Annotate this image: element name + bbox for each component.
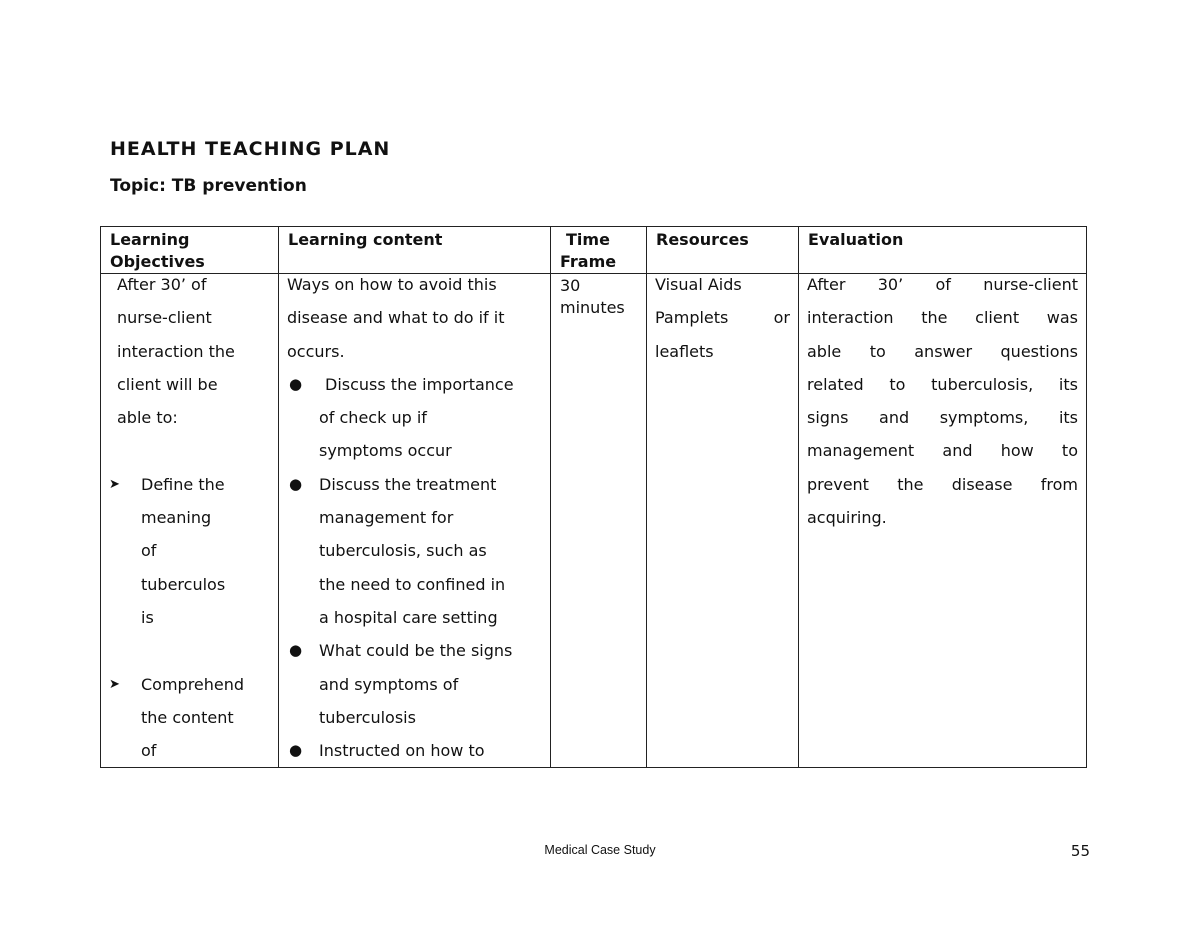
evaluation-line: signs and symptoms, its [807, 408, 1078, 428]
objective-item-line: tuberculos [141, 574, 226, 594]
arrow-bullet-icon: ➤ [109, 676, 120, 692]
teaching-plan-table [100, 226, 1087, 768]
content-bullet-line: symptoms occur [319, 441, 452, 461]
evaluation-line: management and how to [807, 441, 1078, 461]
evaluation-cell [799, 274, 1087, 768]
bullet-dot-icon: ● [289, 374, 303, 393]
content-bullet-line: and symptoms of [319, 674, 459, 694]
header-time-frame: Time Frame [551, 227, 647, 274]
footer-text: Medical Case Study [544, 843, 656, 857]
content-intro-line: Ways on how to avoid this [287, 275, 497, 294]
objectives-intro-line: interaction the [117, 341, 235, 361]
objectives-intro-line: nurse-client [117, 308, 212, 328]
objectives-intro-line: After 30’ of [117, 275, 207, 294]
resource-line: Visual Aids [655, 275, 742, 294]
table-row [101, 274, 1087, 768]
header-objectives: Learning Objectives [101, 227, 279, 274]
content-bullet: ● Discuss the importance [287, 368, 550, 401]
time-frame-unit: minutes [560, 298, 625, 317]
bullet-dot-icon: ● [289, 474, 303, 493]
bullet-dot-icon: ● [289, 641, 303, 660]
time-frame-value: 30 [560, 276, 581, 295]
topic-heading: Topic: TB prevention [110, 176, 307, 196]
resource-line: leaflets [655, 341, 714, 361]
evaluation-line: interaction the client was [807, 308, 1078, 328]
evaluation-line: related to tuberculosis, its [807, 374, 1078, 394]
content-bullet-line: a hospital care setting [319, 607, 498, 627]
resources-cell [647, 274, 799, 768]
content-bullet: ● Instructed on how to [287, 734, 550, 767]
page-number: 55 [1070, 842, 1090, 860]
header-content: Learning content [279, 227, 551, 274]
content-bullet-line: the need to confined in [319, 574, 506, 594]
evaluation-line: After 30’ of nurse-client [807, 275, 1078, 294]
header-evaluation: Evaluation [799, 227, 1087, 274]
content-cell [279, 274, 551, 768]
objective-item: ➤ Comprehend [117, 668, 278, 701]
objectives-intro-line: able to: [117, 408, 178, 428]
content-intro-line: occurs. [287, 341, 345, 361]
resource-line: Pamplets or [655, 308, 790, 328]
objective-item: ➤ Define the [117, 468, 278, 501]
objective-item-line: of [141, 541, 157, 561]
table-header-row [101, 227, 1087, 274]
plan-title: HEALTH TEACHING PLAN [110, 138, 391, 160]
objectives-intro-line: client will be [117, 374, 218, 394]
content-bullet-line: of check up if [319, 408, 427, 428]
content-intro-line: disease and what to do if it [287, 308, 505, 328]
bullet-dot-icon: ● [289, 741, 303, 760]
evaluation-line: able to answer questions [807, 341, 1078, 361]
arrow-bullet-icon: ➤ [109, 476, 120, 492]
evaluation-line: prevent the disease from [807, 474, 1078, 494]
objective-item-line: the content [141, 707, 234, 727]
content-bullet-line: tuberculosis, such as [319, 541, 487, 561]
content-bullet-line: management for [319, 508, 454, 528]
content-bullet-line: tuberculosis [319, 707, 416, 727]
objective-item-line: is [141, 607, 154, 627]
header-resources: Resources [647, 227, 799, 274]
content-bullet: ● What could be the signs [287, 634, 550, 667]
objectives-cell [101, 274, 279, 768]
time-frame-cell [551, 274, 647, 768]
objective-item-line: meaning [141, 508, 212, 528]
evaluation-line: acquiring. [807, 508, 887, 528]
objective-item-line: of [141, 741, 157, 761]
content-bullet: ● Discuss the treatment [287, 468, 550, 501]
